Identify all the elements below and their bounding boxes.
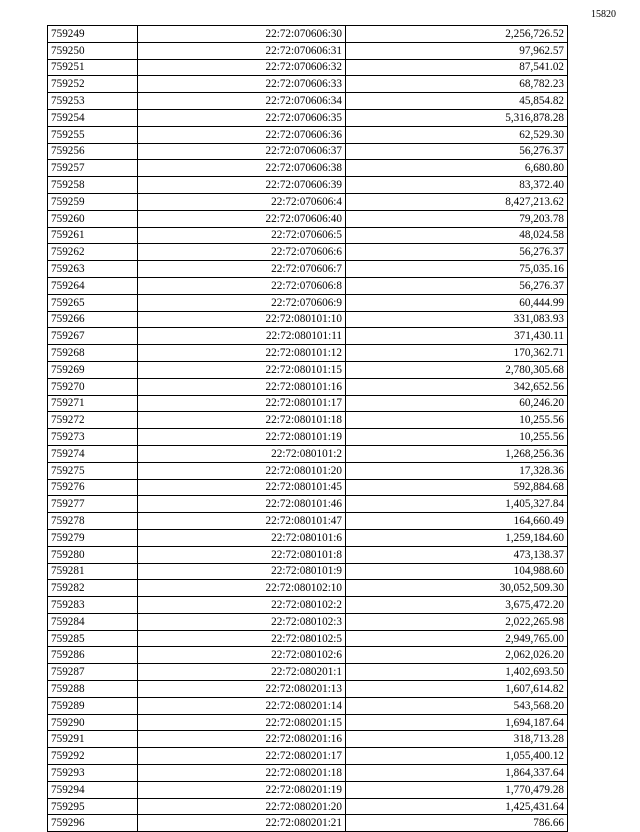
table-row bbox=[48, 563, 568, 580]
row-number-cell: 759256 bbox=[48, 143, 138, 160]
cadastral-value-cell: 1,607,614.82 bbox=[346, 681, 568, 698]
cadastral-value-cell: 56,276.37 bbox=[346, 244, 568, 261]
cadastral-value-cell: 170,362.71 bbox=[346, 345, 568, 362]
cadastral-value-cell: 48,024.58 bbox=[346, 227, 568, 244]
table-row bbox=[48, 277, 568, 294]
cadastral-value-cell: 164,660.49 bbox=[346, 513, 568, 530]
cadastral-number-cell: 22:72:080101:16 bbox=[138, 378, 346, 395]
cadastral-number-cell: 22:72:080101:46 bbox=[138, 496, 346, 513]
cadastral-number-cell: 22:72:080102:10 bbox=[138, 580, 346, 597]
table-row bbox=[48, 378, 568, 395]
table-row bbox=[48, 193, 568, 210]
cadastral-number-cell: 22:72:070606:37 bbox=[138, 143, 346, 160]
table-row bbox=[48, 412, 568, 429]
cadastral-value-cell: 2,949,765.00 bbox=[346, 630, 568, 647]
cadastral-value-cell: 318,713.28 bbox=[346, 731, 568, 748]
table-row bbox=[48, 798, 568, 815]
cadastral-number-cell: 22:72:080101:20 bbox=[138, 462, 346, 479]
cadastral-number-cell: 22:72:080101:15 bbox=[138, 361, 346, 378]
cadastral-value-cell: 1,425,431.64 bbox=[346, 798, 568, 815]
row-number-cell: 759260 bbox=[48, 210, 138, 227]
row-number-cell: 759264 bbox=[48, 277, 138, 294]
cadastral-number-cell: 22:72:080101:19 bbox=[138, 429, 346, 446]
cadastral-value-cell: 2,022,265.98 bbox=[346, 613, 568, 630]
table-row bbox=[48, 429, 568, 446]
table-row bbox=[48, 479, 568, 496]
table-row bbox=[48, 361, 568, 378]
cadastral-number-cell: 22:72:080101:17 bbox=[138, 395, 346, 412]
table-row bbox=[48, 93, 568, 110]
row-number-cell: 759292 bbox=[48, 748, 138, 765]
row-number-cell: 759273 bbox=[48, 429, 138, 446]
cadastral-value-cell: 10,255.56 bbox=[346, 429, 568, 446]
row-number-cell: 759254 bbox=[48, 109, 138, 126]
cadastral-value-cell: 68,782.23 bbox=[346, 76, 568, 93]
table-row bbox=[48, 613, 568, 630]
cadastral-value-cell: 2,780,305.68 bbox=[346, 361, 568, 378]
cadastral-value-cell: 5,316,878.28 bbox=[346, 109, 568, 126]
cadastral-value-cell: 10,255.56 bbox=[346, 412, 568, 429]
table-row bbox=[48, 529, 568, 546]
cadastral-value-cell: 60,246.20 bbox=[346, 395, 568, 412]
cadastral-number-cell: 22:72:080101:8 bbox=[138, 546, 346, 563]
row-number-cell: 759274 bbox=[48, 445, 138, 462]
cadastral-value-cell: 79,203.78 bbox=[346, 210, 568, 227]
cadastral-value-cell: 97,962.57 bbox=[346, 42, 568, 59]
cadastral-number-cell: 22:72:080102:6 bbox=[138, 647, 346, 664]
row-number-cell: 759262 bbox=[48, 244, 138, 261]
row-number-cell: 759263 bbox=[48, 261, 138, 278]
cadastral-number-cell: 22:72:080201:21 bbox=[138, 815, 346, 832]
table-row bbox=[48, 580, 568, 597]
cadastral-value-cell: 83,372.40 bbox=[346, 177, 568, 194]
row-number-cell: 759280 bbox=[48, 546, 138, 563]
cadastral-value-cell: 56,276.37 bbox=[346, 143, 568, 160]
cadastral-number-cell: 22:72:080102:2 bbox=[138, 597, 346, 614]
row-number-cell: 759249 bbox=[48, 26, 138, 43]
row-number-cell: 759291 bbox=[48, 731, 138, 748]
cadastral-number-cell: 22:72:070606:7 bbox=[138, 261, 346, 278]
row-number-cell: 759290 bbox=[48, 714, 138, 731]
row-number-cell: 759286 bbox=[48, 647, 138, 664]
row-number-cell: 759294 bbox=[48, 781, 138, 798]
row-number-cell: 759267 bbox=[48, 328, 138, 345]
row-number-cell: 759259 bbox=[48, 193, 138, 210]
table-row bbox=[48, 160, 568, 177]
cadastral-value-cell: 543,568.20 bbox=[346, 697, 568, 714]
cadastral-value-cell: 371,430.11 bbox=[346, 328, 568, 345]
cadastral-number-cell: 22:72:080101:47 bbox=[138, 513, 346, 530]
cadastral-value-cell: 30,052,509.30 bbox=[346, 580, 568, 597]
row-number-cell: 759279 bbox=[48, 529, 138, 546]
row-number-cell: 759269 bbox=[48, 361, 138, 378]
table-row bbox=[48, 244, 568, 261]
cadastral-number-cell: 22:72:070606:35 bbox=[138, 109, 346, 126]
cadastral-value-cell: 60,444.99 bbox=[346, 294, 568, 311]
cadastral-number-cell: 22:72:080201:17 bbox=[138, 748, 346, 765]
cadastral-number-cell: 22:72:080101:2 bbox=[138, 445, 346, 462]
cadastral-number-cell: 22:72:080102:5 bbox=[138, 630, 346, 647]
cadastral-number-cell: 22:72:070606:38 bbox=[138, 160, 346, 177]
table-row bbox=[48, 76, 568, 93]
cadastral-value-cell: 1,055,400.12 bbox=[346, 748, 568, 765]
table-row bbox=[48, 664, 568, 681]
cadastral-value-cell: 1,770,479.28 bbox=[346, 781, 568, 798]
cadastral-number-cell: 22:72:070606:34 bbox=[138, 93, 346, 110]
row-number-cell: 759281 bbox=[48, 563, 138, 580]
cadastral-number-cell: 22:72:070606:36 bbox=[138, 126, 346, 143]
cadastral-value-cell: 331,083.93 bbox=[346, 311, 568, 328]
row-number-cell: 759266 bbox=[48, 311, 138, 328]
table-row bbox=[48, 681, 568, 698]
cadastral-value-cell: 6,680.80 bbox=[346, 160, 568, 177]
row-number-cell: 759282 bbox=[48, 580, 138, 597]
cadastral-number-cell: 22:72:080101:18 bbox=[138, 412, 346, 429]
table-row bbox=[48, 42, 568, 59]
cadastral-value-cell: 56,276.37 bbox=[346, 277, 568, 294]
cadastral-number-cell: 22:72:070606:33 bbox=[138, 76, 346, 93]
table-row bbox=[48, 328, 568, 345]
cadastral-number-cell: 22:72:080201:14 bbox=[138, 697, 346, 714]
cadastral-value-cell: 786.66 bbox=[346, 815, 568, 832]
table-row bbox=[48, 294, 568, 311]
row-number-cell: 759289 bbox=[48, 697, 138, 714]
table-row bbox=[48, 109, 568, 126]
row-number-cell: 759270 bbox=[48, 378, 138, 395]
table-row bbox=[48, 546, 568, 563]
row-number-cell: 759272 bbox=[48, 412, 138, 429]
cadastral-value-cell: 1,268,256.36 bbox=[346, 445, 568, 462]
table-row bbox=[48, 210, 568, 227]
table-row bbox=[48, 59, 568, 76]
table-row bbox=[48, 597, 568, 614]
cadastral-value-cell: 342,652.56 bbox=[346, 378, 568, 395]
table-row bbox=[48, 731, 568, 748]
row-number-cell: 759265 bbox=[48, 294, 138, 311]
cadastral-value-cell: 2,256,726.52 bbox=[346, 26, 568, 43]
row-number-cell: 759285 bbox=[48, 630, 138, 647]
table-row bbox=[48, 647, 568, 664]
table-row bbox=[48, 126, 568, 143]
cadastral-value-cell: 592,884.68 bbox=[346, 479, 568, 496]
table-row bbox=[48, 496, 568, 513]
table-row bbox=[48, 781, 568, 798]
table-row bbox=[48, 395, 568, 412]
cadastral-value-cell: 1,259,184.60 bbox=[346, 529, 568, 546]
cadastral-number-cell: 22:72:070606:30 bbox=[138, 26, 346, 43]
cadastral-number-cell: 22:72:080201:15 bbox=[138, 714, 346, 731]
cadastral-value-cell: 62,529.30 bbox=[346, 126, 568, 143]
cadastral-number-cell: 22:72:080101:9 bbox=[138, 563, 346, 580]
cadastral-number-cell: 22:72:080201:19 bbox=[138, 781, 346, 798]
table-row bbox=[48, 513, 568, 530]
table-row bbox=[48, 177, 568, 194]
table-row bbox=[48, 143, 568, 160]
page-number: 15820 bbox=[591, 9, 616, 20]
cadastral-value-cell: 104,988.60 bbox=[346, 563, 568, 580]
table-body bbox=[48, 26, 568, 832]
cadastral-value-cell: 87,541.02 bbox=[346, 59, 568, 76]
cadastral-number-cell: 22:72:070606:40 bbox=[138, 210, 346, 227]
table-row bbox=[48, 748, 568, 765]
row-number-cell: 759288 bbox=[48, 681, 138, 698]
cadastral-value-cell: 1,694,187.64 bbox=[346, 714, 568, 731]
cadastral-value-cell: 1,402,693.50 bbox=[346, 664, 568, 681]
table-row bbox=[48, 765, 568, 782]
cadastral-number-cell: 22:72:070606:31 bbox=[138, 42, 346, 59]
row-number-cell: 759268 bbox=[48, 345, 138, 362]
row-number-cell: 759283 bbox=[48, 597, 138, 614]
cadastral-number-cell: 22:72:080201:1 bbox=[138, 664, 346, 681]
row-number-cell: 759293 bbox=[48, 765, 138, 782]
cadastral-value-cell: 17,328.36 bbox=[346, 462, 568, 479]
cadastral-number-cell: 22:72:070606:32 bbox=[138, 59, 346, 76]
row-number-cell: 759251 bbox=[48, 59, 138, 76]
cadastral-number-cell: 22:72:080201:20 bbox=[138, 798, 346, 815]
table-row bbox=[48, 26, 568, 43]
cadastral-number-cell: 22:72:080101:6 bbox=[138, 529, 346, 546]
row-number-cell: 759277 bbox=[48, 496, 138, 513]
table-row bbox=[48, 815, 568, 832]
cadastral-number-cell: 22:72:070606:4 bbox=[138, 193, 346, 210]
cadastral-number-cell: 22:72:080201:18 bbox=[138, 765, 346, 782]
row-number-cell: 759287 bbox=[48, 664, 138, 681]
table-row bbox=[48, 462, 568, 479]
cadastral-value-cell: 1,405,327.84 bbox=[346, 496, 568, 513]
table-row bbox=[48, 630, 568, 647]
table-row bbox=[48, 227, 568, 244]
row-number-cell: 759250 bbox=[48, 42, 138, 59]
cadastral-number-cell: 22:72:080101:45 bbox=[138, 479, 346, 496]
table-row bbox=[48, 261, 568, 278]
cadastral-number-cell: 22:72:070606:39 bbox=[138, 177, 346, 194]
table-row bbox=[48, 311, 568, 328]
cadastral-value-table bbox=[47, 25, 568, 832]
table-row bbox=[48, 445, 568, 462]
cadastral-value-cell: 3,675,472.20 bbox=[346, 597, 568, 614]
cadastral-value-cell: 8,427,213.62 bbox=[346, 193, 568, 210]
row-number-cell: 759252 bbox=[48, 76, 138, 93]
row-number-cell: 759275 bbox=[48, 462, 138, 479]
table-row bbox=[48, 714, 568, 731]
cadastral-value-cell: 2,062,026.20 bbox=[346, 647, 568, 664]
cadastral-number-cell: 22:72:080101:12 bbox=[138, 345, 346, 362]
row-number-cell: 759258 bbox=[48, 177, 138, 194]
cadastral-number-cell: 22:72:080101:10 bbox=[138, 311, 346, 328]
row-number-cell: 759296 bbox=[48, 815, 138, 832]
cadastral-value-cell: 75,035.16 bbox=[346, 261, 568, 278]
row-number-cell: 759284 bbox=[48, 613, 138, 630]
cadastral-number-cell: 22:72:080101:11 bbox=[138, 328, 346, 345]
cadastral-number-cell: 22:72:070606:9 bbox=[138, 294, 346, 311]
row-number-cell: 759255 bbox=[48, 126, 138, 143]
cadastral-number-cell: 22:72:080201:13 bbox=[138, 681, 346, 698]
row-number-cell: 759278 bbox=[48, 513, 138, 530]
row-number-cell: 759253 bbox=[48, 93, 138, 110]
cadastral-number-cell: 22:72:070606:8 bbox=[138, 277, 346, 294]
cadastral-number-cell: 22:72:070606:5 bbox=[138, 227, 346, 244]
cadastral-number-cell: 22:72:080201:16 bbox=[138, 731, 346, 748]
row-number-cell: 759257 bbox=[48, 160, 138, 177]
cadastral-value-cell: 473,138.37 bbox=[346, 546, 568, 563]
cadastral-value-cell: 45,854.82 bbox=[346, 93, 568, 110]
cadastral-value-cell: 1,864,337.64 bbox=[346, 765, 568, 782]
row-number-cell: 759276 bbox=[48, 479, 138, 496]
cadastral-number-cell: 22:72:080102:3 bbox=[138, 613, 346, 630]
table-row bbox=[48, 345, 568, 362]
table-row bbox=[48, 697, 568, 714]
cadastral-number-cell: 22:72:070606:6 bbox=[138, 244, 346, 261]
row-number-cell: 759271 bbox=[48, 395, 138, 412]
row-number-cell: 759295 bbox=[48, 798, 138, 815]
row-number-cell: 759261 bbox=[48, 227, 138, 244]
